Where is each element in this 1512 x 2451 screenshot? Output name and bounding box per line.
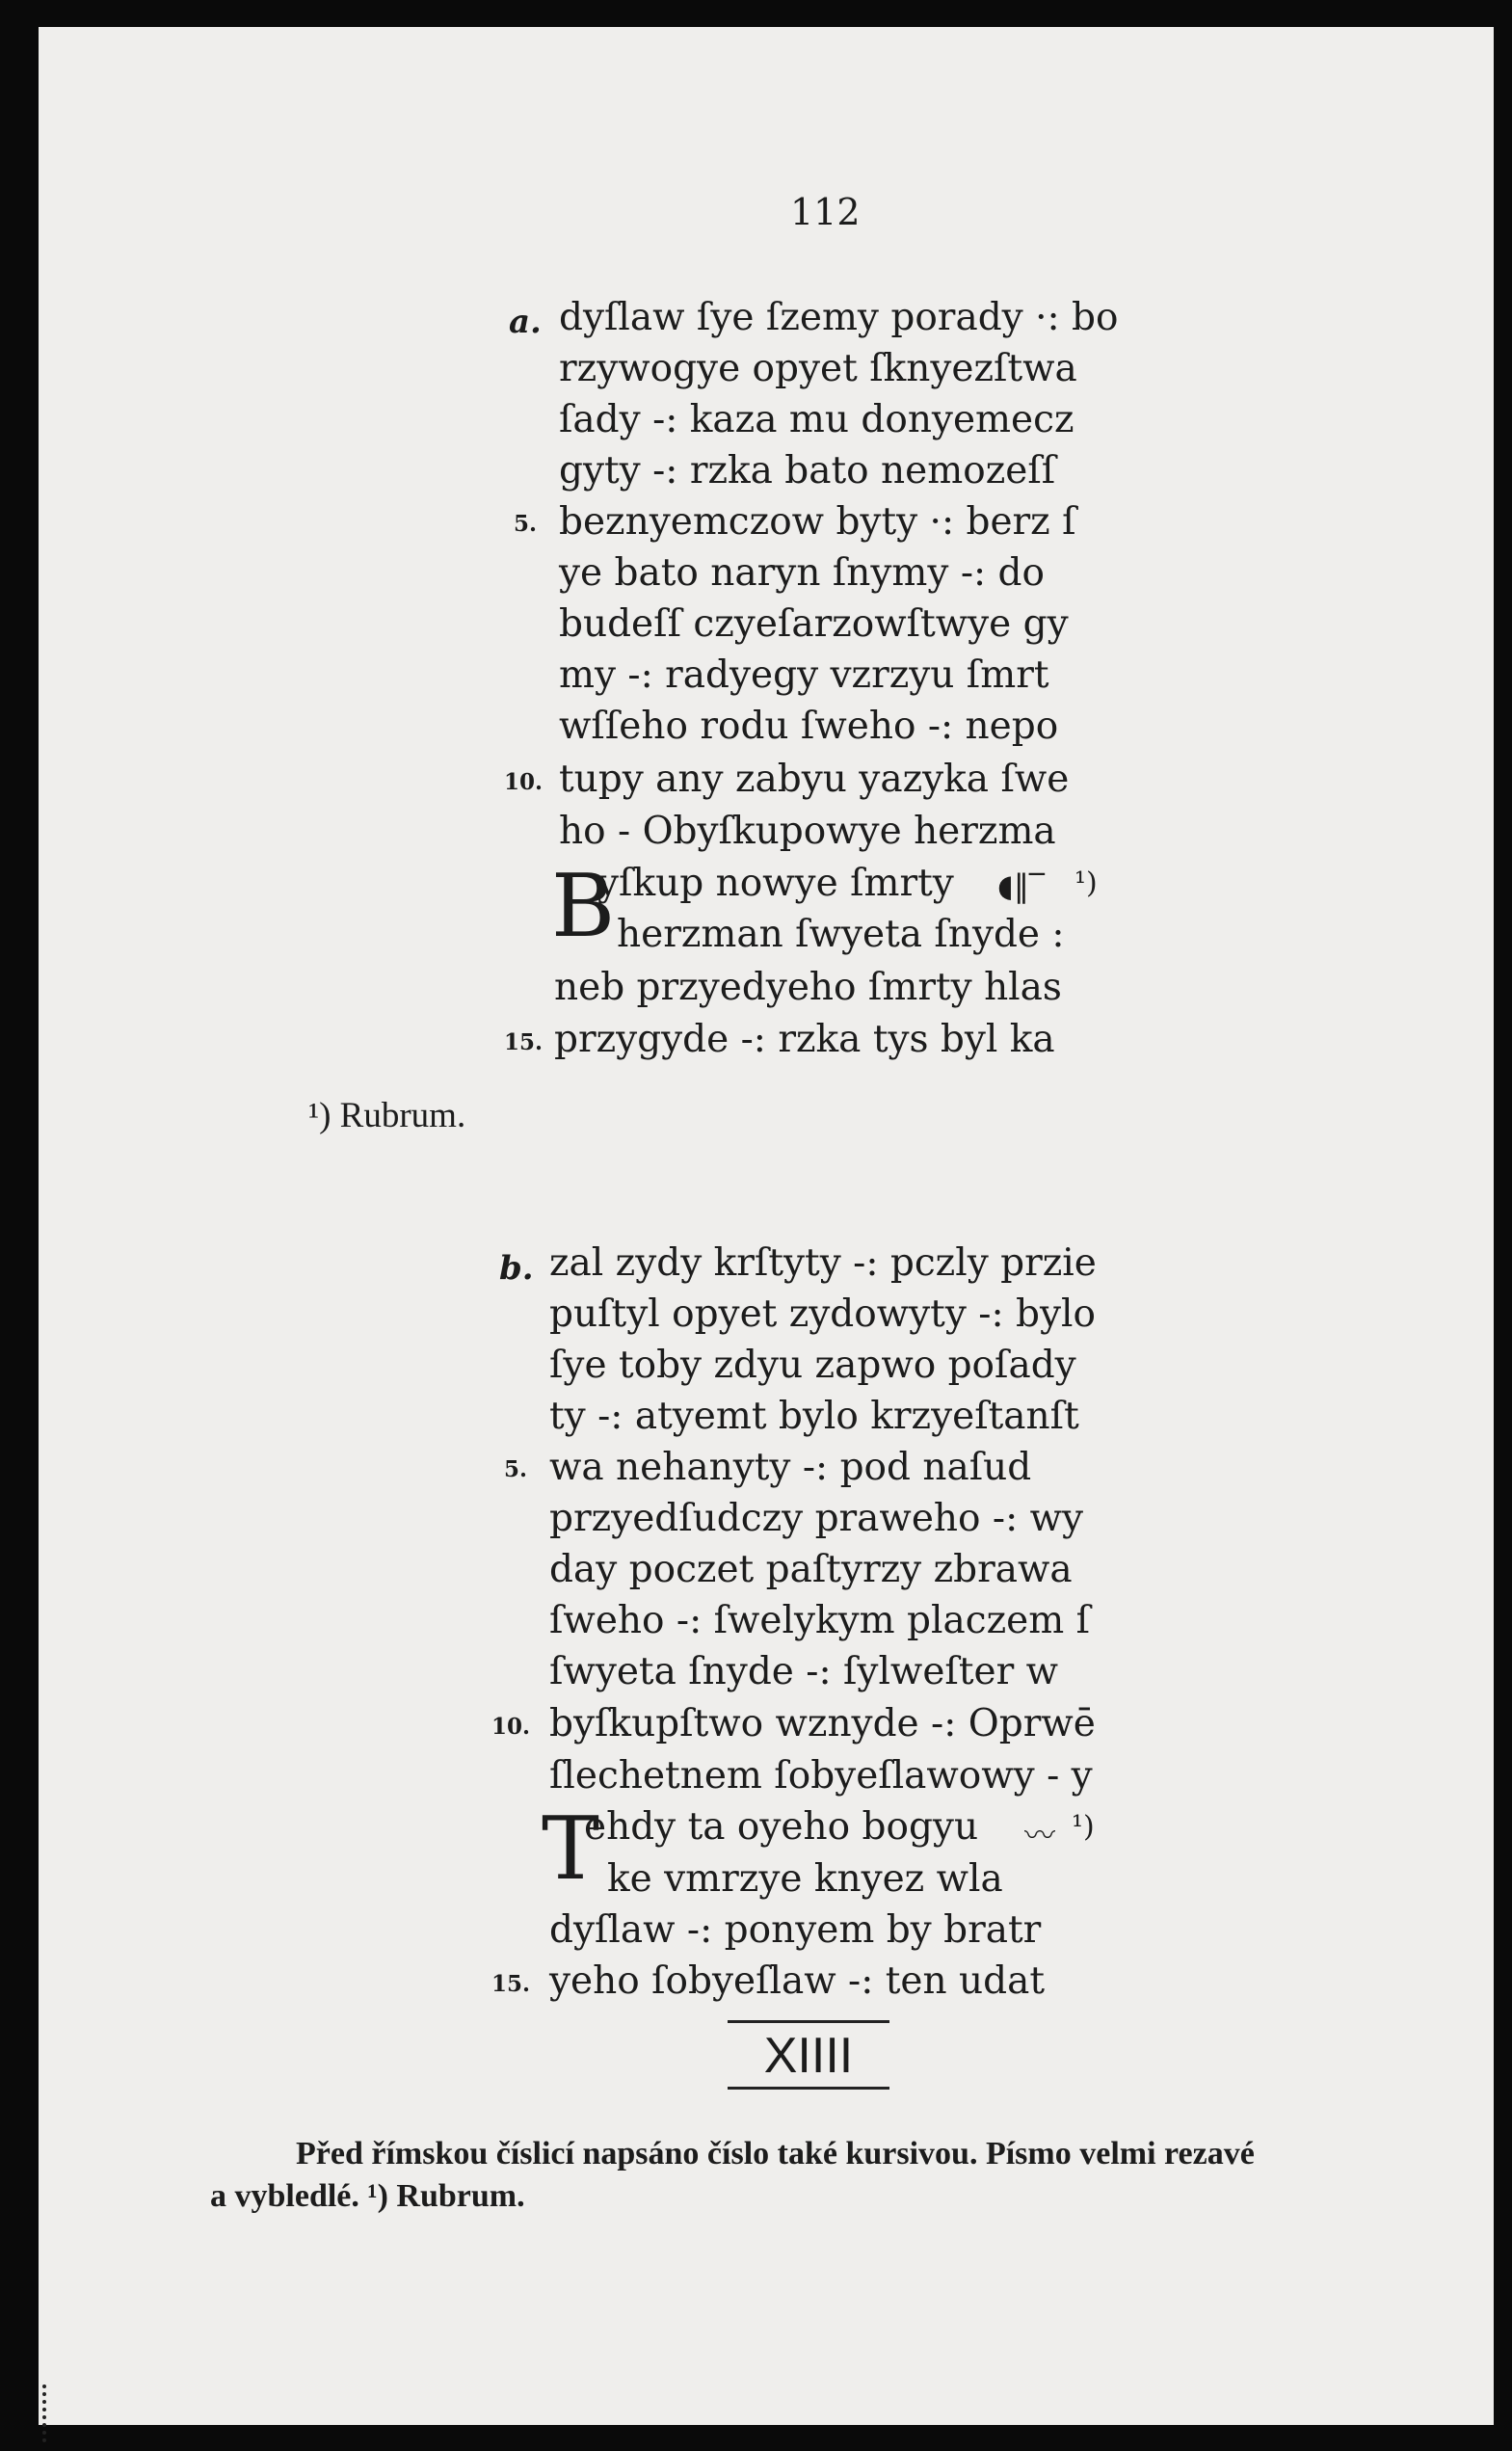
text-line: ſweho -: ſwelykym placzem ſ (549, 1599, 1091, 1642)
text-line: yſkup nowye ſmrty (597, 862, 954, 905)
text-line: dyſlaw ſye ſzemy porady ·: bo (559, 296, 1119, 339)
text-line: przygyde -: rzka tys byl ka (554, 1018, 1055, 1061)
text-line: gyty -: rzka bato nemozeſſ (559, 449, 1056, 493)
initial-letter: B (551, 856, 616, 957)
text-line: day poczet paſtyrzy zbrawa (549, 1548, 1073, 1591)
text-line: ye bato naryn ſnymy -: do (559, 551, 1045, 595)
footnote-line-2: a vybledlé. ¹) Rubrum. (210, 2178, 525, 2214)
side-note: ¹) Rubrum. (308, 1096, 466, 1135)
line-number: 10. (504, 769, 544, 795)
tilde-mark-icon: 〰 (1024, 1817, 1056, 1853)
text-line: zal zydy krſtyty -: pczly przie (549, 1241, 1097, 1285)
initial-letter: T (542, 1798, 600, 1900)
document-page (39, 27, 1494, 2425)
text-line: ehdy ta oyeho bogyu (584, 1805, 979, 1849)
roman-numeral-box (728, 2020, 889, 2090)
text-line: my -: radyegy vzrzyu ſmrt (559, 653, 1049, 697)
text-line: herzman ſwyeta ſnyde : (617, 913, 1065, 956)
line-number: 15. (504, 1029, 544, 1055)
text-line: budeſſ czyeſarzowſtwye gy (559, 602, 1069, 646)
text-line: ke vmrzye knyez wla (607, 1857, 1003, 1901)
text-line: przyedſudczy praweho -: wy (549, 1497, 1084, 1540)
text-line: ſady -: kaza mu donyemecz (559, 398, 1074, 441)
line-number: 15. (491, 1971, 531, 1997)
text-line: byſkupſtwo wznyde -: Oprwē (549, 1702, 1096, 1745)
text-line: ty -: atyemt bylo krzyeſtanſt (549, 1395, 1079, 1438)
text-line: ho - Obyſkupowye herzma (559, 810, 1056, 853)
roman-numeral: XIIII (763, 2028, 854, 2084)
line-number: 5. (504, 1456, 528, 1482)
scan-edge-mark (42, 2384, 56, 2442)
footnote-line-1: Před římskou číslicí napsáno číslo také kursivou. Písmo velmi rezavé (296, 2136, 1255, 2171)
text-line: ſlechetnem ſobyeſlawowy - y (549, 1754, 1093, 1798)
page-number: 112 (790, 191, 861, 233)
text-line: tupy any zabyu yazyka ſwe (559, 758, 1070, 801)
text-line: ſwyeta ſnyde -: ſylweſter w (549, 1650, 1059, 1693)
text-line: yeho ſobyeſlaw -: ten udat (549, 1959, 1046, 2003)
section-b-marker: b. (499, 1249, 534, 1288)
text-line: wa nehanyty -: pod naſud (549, 1446, 1032, 1489)
line-number: 5. (514, 511, 538, 537)
text-line: rzywogye opyet ſknyezſtwa (559, 347, 1077, 390)
text-line: puſtyl opyet zydowyty -: bylo (549, 1292, 1096, 1336)
footnote-mark: ¹) (1072, 1810, 1095, 1844)
footnote-mark: ¹) (1074, 866, 1098, 900)
text-line: dyſlaw -: ponyem by bratr (549, 1908, 1042, 1952)
text-line: wſſeho rodu ſweho -: nepo (559, 705, 1059, 748)
text-line: beznyemczow byty ·: berz ſ (559, 500, 1076, 544)
rubric-glyph-icon: ◖‖‾ (997, 867, 1045, 904)
section-a-marker: a. (509, 303, 542, 341)
text-line: neb przyedyeho ſmrty hlas (554, 966, 1062, 1009)
line-number: 10. (491, 1714, 531, 1740)
text-line: ſye toby zdyu zapwo poſady (549, 1344, 1076, 1387)
